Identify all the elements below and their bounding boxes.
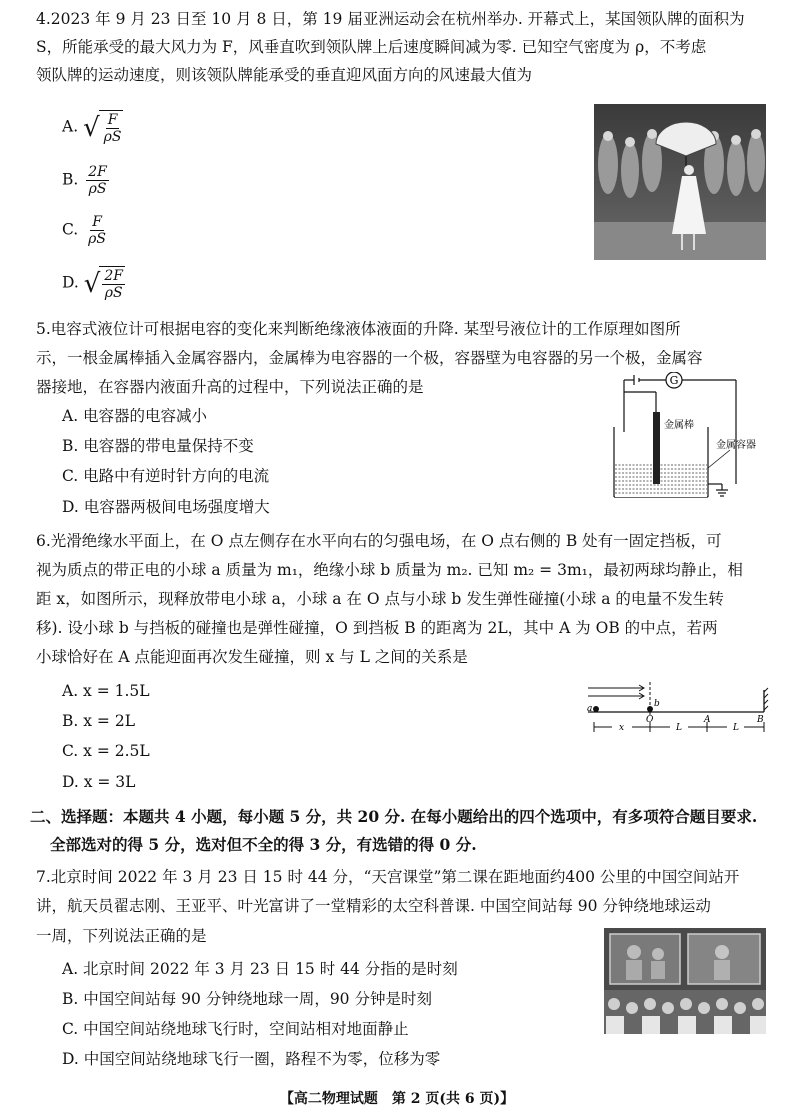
ball-a (593, 706, 599, 712)
label-point-b: B (757, 715, 764, 725)
q6-stem-line3: 距 x，如图所示，现释放带电小球 a，小球 a 在 O 点与小球 b 发生弹性碰撞(小球 a 的电量不发生转 (36, 590, 724, 608)
q6-option-d: D. x = 3L (62, 773, 136, 791)
metal-container-label: 金属容器 (716, 440, 756, 451)
q7-option-d: D. 中国空间站绕地球飞行一圈，路程不为零，位移为零 (62, 1050, 441, 1068)
label-a: a (587, 704, 593, 714)
ball-b (647, 706, 653, 712)
q6-option-b: B. x = 2L (62, 712, 135, 730)
section2-heading-line1: 二、选择题：本题共 4 小题，每小题 5 分，共 20 分. 在每小题给出的四个选项中，有多项符合题目要求. (30, 807, 758, 826)
q4-option-a: A. √ $\frac{F}{\rho S}$ (62, 112, 122, 145)
q4-option-b: B. $\frac{2F}{\rho S}$ (62, 164, 107, 197)
label-l2: L (733, 723, 739, 733)
q6-option-c: C. x = 2.5L (62, 742, 150, 760)
page-footer: 【高二物理试题 第 2 页(共 6 页)】 (279, 1091, 515, 1107)
q5-stem-line2: 示，一根金属棒插入金属容器内，金属棒为电容器的一个极，容器壁为电容器的另一个极，金属容 (36, 349, 703, 367)
q7-stem-line1: 7.北京时间 2022 年 3 月 23 日 15 时 44 分，“天宫课堂”第二课在距地面约400 公里的中国空间站开 (36, 868, 740, 886)
q5-option-d: D. 电容器两极间电场强度增大 (62, 498, 270, 516)
q4-stem-line1: 4.2023 年 9 月 23 日至 10 月 8 日，第 19 届亚洲运动会在杭州举办. 开幕式上，某国领队牌的面积为 (36, 10, 745, 28)
label-b: b (654, 699, 660, 709)
q6-stem-line2: 视为质点的带正电的小球 a 质量为 m₁，绝缘小球 b 质量为 m₂. 已知 m₂ = 3m₁，最初两球均静止，相 (36, 561, 743, 579)
metal-rod-label: 金属棒 (664, 420, 694, 431)
metal-rod (653, 412, 660, 484)
q5-stem-line3: 器接地，在容器内液面升高的过程中，下列说法正确的是 (36, 378, 424, 396)
q7-option-a: A. 北京时间 2022 年 3 月 23 日 15 时 44 分指的是时刻 (62, 960, 458, 978)
q7-option-c: C. 中国空间站绕地球飞行时，空间站相对地面静止 (62, 1020, 409, 1038)
q7-stem-line3: 一周，下列说法正确的是 (36, 927, 207, 945)
q7-option-b: B. 中国空间站每 90 分钟绕地球一周，90 分钟是时刻 (62, 990, 432, 1008)
q6-stem-line5: 小球恰好在 A 点能迎面再次发生碰撞，则 x 与 L 之间的关系是 (36, 648, 468, 666)
label-point-a: A (704, 715, 711, 725)
q4-option-d: D. √ $\frac{2F}{\rho S}$ (62, 268, 123, 301)
q4-stem-line2: S，所能承受的最大风力为 F，风垂直吹到领队牌上后速度瞬间减为零. 已知空气密度为 ρ，不考虑 (36, 38, 707, 56)
q5-option-b: B. 电容器的带电量保持不变 (62, 437, 254, 455)
section2-heading-line2: 全部选对的得 5 分，选对但不全的得 3 分，有选错的得 0 分. (50, 835, 477, 854)
label-x: x (619, 723, 625, 733)
space-classroom-photo (604, 928, 766, 1034)
collision-diagram (584, 678, 770, 740)
galvanometer-label: G (669, 374, 679, 387)
q5-stem-line1: 5.电容式液位计可根据电容的变化来判断绝缘液体液面的升降. 某型号液位计的工作原理如图所 (36, 320, 681, 338)
q5-option-c: C. 电路中有逆时针方向的电流 (62, 467, 270, 485)
q5-option-a: A. 电容器的电容减小 (62, 407, 208, 425)
level-gauge-diagram (604, 372, 774, 504)
q6-stem-line1: 6.光滑绝缘水平面上，在 O 点左侧存在水平向右的匀强电场，在 O 点右侧的 B 处有一固定挡板，可 (36, 532, 722, 550)
q7-stem-line2: 讲，航天员翟志刚、王亚平、叶光富讲了一堂精彩的太空科普课. 中国空间站每 90 分钟绕地球运动 (36, 897, 711, 915)
label-l1: L (676, 723, 682, 733)
opening-ceremony-photo (594, 104, 766, 260)
label-o: O (646, 715, 654, 725)
q4-stem-line3: 领队牌的运动速度，则该领队牌能承受的垂直迎风面方向的风速最大值为 (36, 66, 533, 84)
q6-option-a: A. x = 1.5L (62, 682, 150, 700)
q6-stem-line4: 移). 设小球 b 与挡板的碰撞也是弹性碰撞，O 到挡板 B 的距离为 2L，其中 A 为 OB 的中点，若两 (36, 619, 718, 637)
q4-option-c: C. $\frac{F}{\rho S}$ (62, 214, 106, 247)
